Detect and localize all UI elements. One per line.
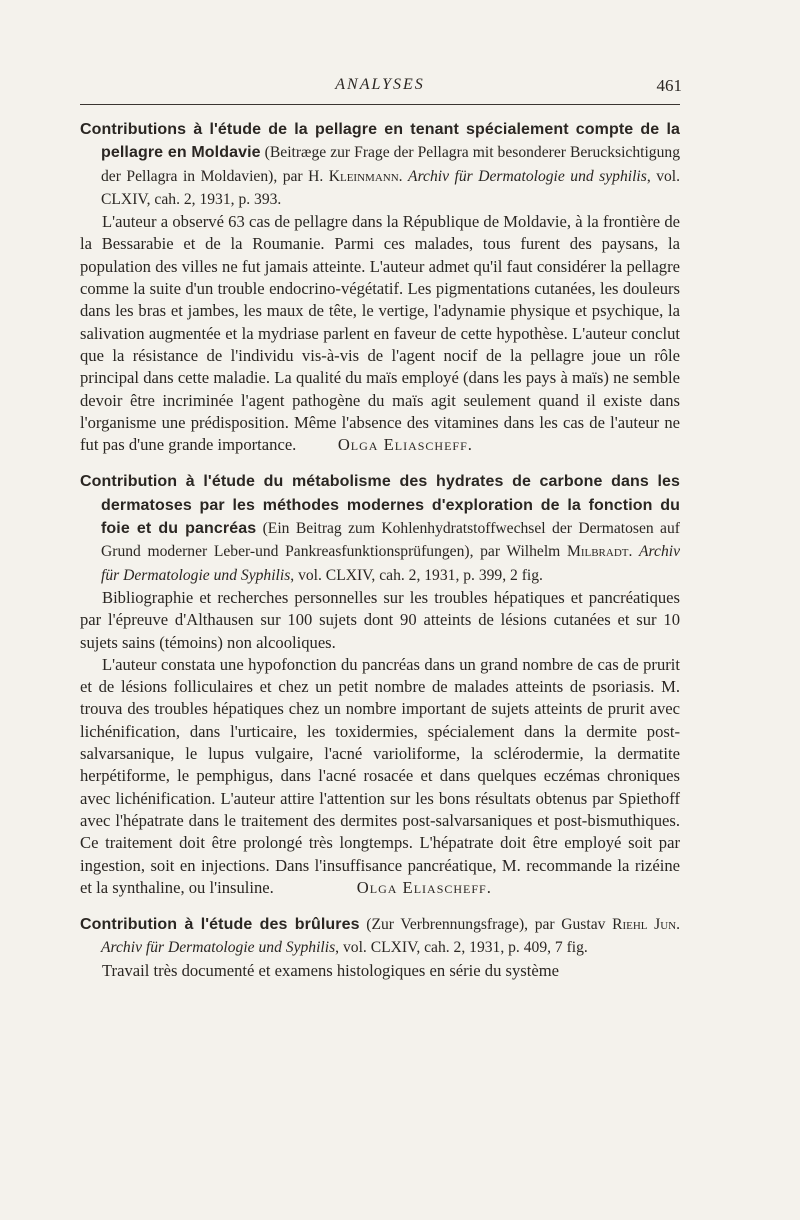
entry-author: Milbradt bbox=[566, 543, 629, 561]
entry-paragraph bbox=[80, 211, 680, 456]
entry-title: Contribution à l'étude des brûlures bbox=[80, 916, 360, 934]
review-entry-pellagra bbox=[80, 118, 680, 456]
page-content bbox=[80, 118, 680, 996]
running-title: ANALYSES bbox=[335, 76, 425, 93]
entry-journal: Archiv für Dermatologie und Syphilis bbox=[101, 939, 336, 957]
entry-source: (Ein Beitrag zum Kohlenhydratstoffwechsel der Dermatosen auf Grund moderner Leber-und Pankreasfunktionsprüfungen), par Wilhelm bbox=[101, 520, 680, 561]
entry-reference bbox=[80, 913, 680, 960]
review-entry-metabolism bbox=[80, 470, 680, 899]
page-header bbox=[80, 76, 680, 100]
entry-title: Contributions à l'étude de la pellagre en tenant spécialement compte de la pellagre en Moldavie bbox=[80, 121, 680, 162]
entry-signature: Olga Eliascheff. bbox=[356, 877, 492, 897]
entry-source: (Zur Verbrennungsfrage), par Gustav bbox=[359, 916, 613, 934]
entry-citation: , vol. CLXIV, cah. 2, 1931, p. 393. bbox=[101, 167, 681, 208]
entry-source-sep: . bbox=[628, 543, 640, 561]
paragraph-text: L'auteur a observé 63 cas de pellagre dans la République de Moldavie, à la frontière de la Bessarabie et de la Roumanie. Parmi ces malades, tous furent des paysans, la population des villes ne fut jamais atteinte. L'auteur admet qu'il faut considérer la pellagre comme la suite d'un trouble endocrino-végétatif. Les pigmentations cutanées, les douleurs dans les bras et jambes, les maux de tête, le vertige, l'adynamie physique et psychique, la salivation augmentée et la mydriase parlent en faveur de cette hypothèse. L'auteur conclut que la résistance de l'individu vis-à-vis de l'agent nocif de la pellagre joue un rôle principal dans cette maladie. La qualité du maïs employé (dans les pays à maïs) ne semble devoir être incriminée l'agent pathogène du maïs agit seulement quand il existe dans l'organisme une prédisposition. Même l'absence des vitamines dans les cas de l'auteur ne fut pas d'une grande importance. bbox=[80, 212, 680, 455]
entry-title: Contribution à l'étude du métabolisme des hydrates de carbone dans les dermatoses par les méthodes modernes d'exploration de la fonction du foie et du pancréas bbox=[80, 473, 680, 538]
entry-source: (Beitræge zur Frage der Pellagra mit besonderer Berucksichtigung der Pellagra in Moldavien), par H. bbox=[101, 144, 680, 185]
entry-paragraph: Bibliographie et recherches personnelles sur les troubles hépatiques et pancréatiques par l'épreuve d'Althausen sur 100 sujets dont 90 atteints de lésions cutanées et sur 10 sujets sains (témoins) non alcooliques. bbox=[80, 587, 680, 652]
entry-paragraph: Travail très documenté et examens histologiques en série du système bbox=[102, 960, 559, 980]
review-entry-burns bbox=[80, 913, 680, 982]
paragraph-text: L'auteur constata une hypofonction du pancréas dans un grand nombre de cas de prurit et de lésions folliculaires et chez un petit nombre de malades atteints de psoriasis. M. trouva des troubles hépatiques chez un nombre important de sujets atteints de prurit avec lichénification, dans l'urticaire, les toxidermies, spécialement dans la dermite post-salvarsanique, le lupus vulgaire, l'acné varioliforme, la sclérodermie, la dermatite herpétiforme, le pemphigus, dans l'acné rosacée et dans quelques eczémas chroniques avec lichénification. L'auteur attire l'attention sur les bons résultats obtenus par Spiethoff avec l'hépatrate dans le traitement des dermites post-salvarsaniques et post-bismuthiques. Ce traitement doit être prolongé très longtemps. L'hépatrate doit être employé soit par ingestion, soit en injections. Dans l'insuffisance pancréatique, M. recommande la rizéine et la synthaline, ou l'insuline. bbox=[80, 654, 680, 897]
entry-citation: , vol. CLXIV, cah. 2, 1931, p. 399, 2 fig. bbox=[290, 566, 543, 584]
entry-paragraph bbox=[80, 654, 680, 899]
header-rule bbox=[80, 104, 680, 105]
entry-journal: Archiv für Dermatologie und syphilis bbox=[408, 167, 647, 185]
entry-citation: , vol. CLXIV, cah. 2, 1931, p. 409, 7 fig. bbox=[335, 939, 588, 957]
entry-signature: Olga Eliascheff. bbox=[337, 435, 473, 455]
entry-reference bbox=[80, 118, 680, 211]
entry-source-sep: . bbox=[398, 167, 409, 185]
entry-author: Riehl Jun bbox=[612, 916, 677, 934]
entry-reference bbox=[80, 470, 680, 586]
entry-author: Kleinmann bbox=[328, 167, 399, 185]
page-number: 461 bbox=[656, 76, 682, 95]
entry-journal: Archiv für Dermatologie und Syphilis bbox=[101, 543, 681, 584]
entry-source-sep: . bbox=[676, 916, 681, 934]
